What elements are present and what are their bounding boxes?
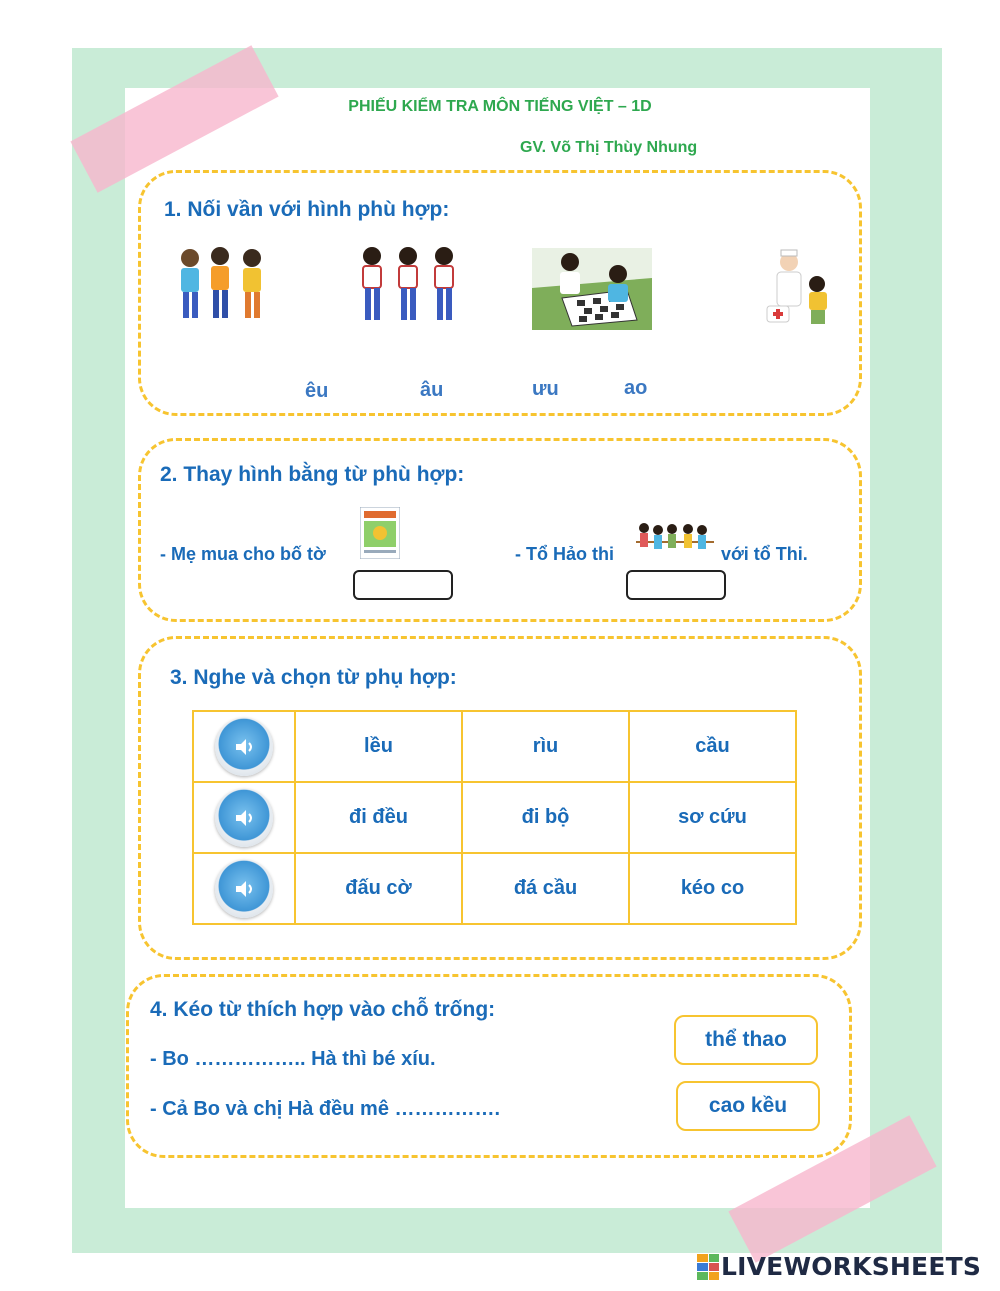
answer-box-1[interactable]: [353, 570, 453, 600]
word-option[interactable]: đi bộ: [462, 782, 629, 853]
vowel-au[interactable]: âu: [420, 379, 444, 401]
audio-cell: [193, 711, 295, 782]
sentence-contest-start: - Tổ Hảo thi: [515, 544, 614, 564]
listening-table: [192, 710, 797, 925]
liveworksheets-logo: [697, 1252, 981, 1281]
word-option[interactable]: đi đều: [295, 782, 462, 853]
kids-marching-picture[interactable]: [352, 240, 472, 330]
audio-cell: [193, 853, 295, 924]
speaker-icon[interactable]: [215, 789, 273, 847]
table-row: [193, 853, 796, 924]
fill-sentence-2: - Cả Bo và chị Hà đều mê …………….: [150, 1098, 501, 1120]
teacher-name: GV. Võ Thị Thùy Nhung: [520, 139, 698, 156]
section-4-heading: 4. Kéo từ thích hợp vào chỗ trống:: [150, 998, 496, 1021]
word-option[interactable]: cầu: [629, 711, 796, 782]
sentence-contest-end: với tổ Thi.: [721, 544, 808, 564]
word-option[interactable]: kéo co: [629, 853, 796, 924]
speaker-icon[interactable]: [215, 860, 273, 918]
nurse-first-aid-picture[interactable]: [765, 248, 835, 330]
audio-cell: [193, 782, 295, 853]
tug-of-war-picture: [634, 520, 716, 556]
drag-choice-the-thao[interactable]: thể thao: [674, 1015, 818, 1065]
word-option[interactable]: rìu: [462, 711, 629, 782]
chess-game-picture[interactable]: [532, 248, 652, 330]
brand-icon: [697, 1254, 719, 1280]
fill-sentence-1: - Bo …………….. Hà thì bé xíu.: [150, 1048, 436, 1070]
section-3-heading: 3. Nghe và chọn từ phụ hợp:: [170, 666, 457, 689]
table-row: [193, 782, 796, 853]
section-1-heading: 1. Nối vần với hình phù hợp:: [164, 198, 450, 221]
vowel-eu[interactable]: êu: [305, 380, 329, 402]
drag-choice-cao-keu[interactable]: cao kều: [676, 1081, 820, 1131]
kids-friends-picture[interactable]: [168, 240, 278, 330]
newspaper-picture: [360, 507, 400, 559]
table-row: [193, 711, 796, 782]
section-2-heading: 2. Thay hình bằng từ phù hợp:: [160, 463, 465, 486]
word-option[interactable]: sơ cứu: [629, 782, 796, 853]
word-option[interactable]: đá cầu: [462, 853, 629, 924]
sentence-newspaper: - Mẹ mua cho bố tờ: [160, 544, 326, 564]
brand-name: LIVEWORKSHEETS: [721, 1252, 982, 1281]
word-option[interactable]: đấu cờ: [295, 853, 462, 924]
vowel-ao[interactable]: ao: [624, 377, 648, 399]
answer-box-2[interactable]: [626, 570, 726, 600]
page-title: PHIẾU KIỂM TRA MÔN TIẾNG VIỆT – 1D: [348, 98, 652, 115]
speaker-icon[interactable]: [215, 718, 273, 776]
vowel-uu[interactable]: ưu: [532, 378, 559, 400]
word-option[interactable]: lều: [295, 711, 462, 782]
